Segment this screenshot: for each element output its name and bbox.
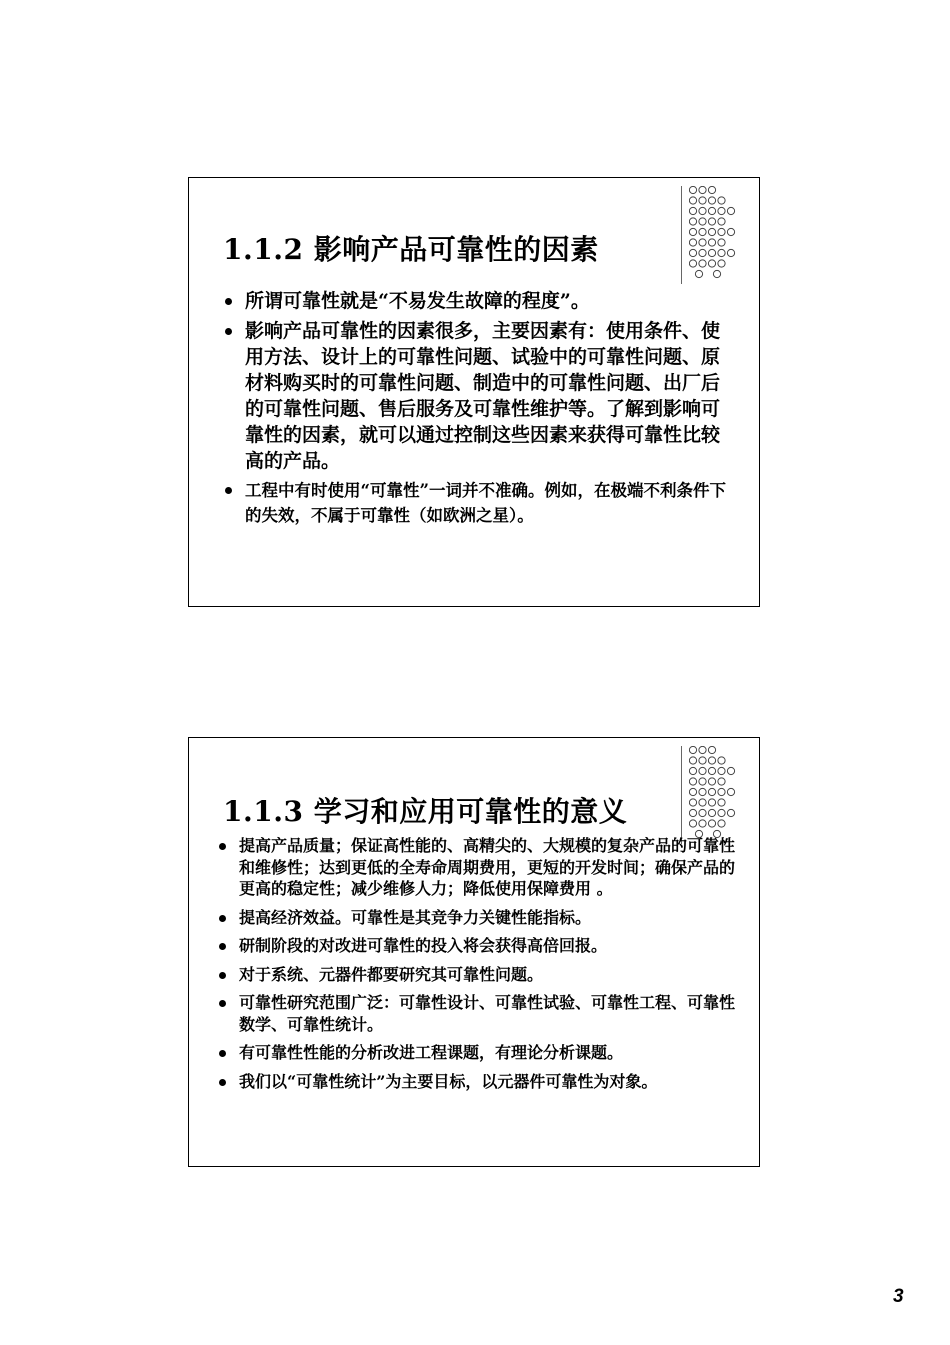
list-item [239, 835, 739, 900]
bullet-text: 可靠性研究范围广泛：可靠性设计、可靠性试验、可靠性工程、可靠性数学、可靠性统计。 [239, 993, 736, 1034]
slide-1 [188, 177, 760, 607]
bullet-icon [225, 328, 232, 335]
bullet-text: 我们以“可靠性统计”为主要目标，以元器件可靠性为对象。 [239, 1071, 658, 1091]
bullet-icon [225, 487, 232, 494]
circles-icon [689, 186, 749, 282]
bullet-icon [219, 972, 226, 979]
circle-pattern-decoration [681, 746, 749, 844]
bullet-icon [219, 915, 226, 922]
divider [681, 186, 682, 284]
divider [681, 746, 682, 844]
list-item [239, 935, 739, 957]
bullet-icon [219, 1000, 226, 1007]
bullet-text: 提高经济效益。可靠性是其竞争力关键性能指标。 [239, 907, 592, 927]
list-item [239, 1042, 739, 1064]
circles-icon [689, 746, 749, 842]
bullet-text: 提高产品质量；保证高性能的、高精尖的、大规模的复杂产品的可靠性和维修性；达到更低的全寿命周期费用，更短的开发时间；确保产品的更高的稳定性；减少维修人力；降低使用保障费用 。 [239, 836, 736, 898]
list-item [245, 318, 735, 474]
bullet-icon [219, 1050, 226, 1057]
list-item [239, 907, 739, 929]
list-item [239, 964, 739, 986]
bullet-list [239, 835, 739, 1099]
bullet-text: 影响产品可靠性的因素很多，主要因素有：使用条件、使用方法、设计上的可靠性问题、试验中的可靠性问题、原材料购买时的可靠性问题、制造中的可靠性问题、出厂后的可靠性问题、售后服务及可靠性维护等。了解到影响可靠性的因素，就可以通过控制这些因素来获得可靠性比较高的产品。 [245, 320, 721, 472]
page-number: 3 [893, 1286, 904, 1307]
bullet-text: 所谓可靠性就是“不易发生故障的程度”。 [245, 290, 590, 312]
bullet-text: 研制阶段的对改进可靠性的投入将会获得高倍回报。 [239, 936, 608, 955]
list-item [239, 1071, 739, 1093]
bullet-icon [219, 843, 226, 850]
bullet-text: 有可靠性性能的分析改进工程课题，有理论分析课题。 [239, 1043, 624, 1062]
bullet-text: 对于系统、元器件都要研究其可靠性问题。 [239, 964, 544, 984]
slide-title: 1.1.2 影响产品可靠性的因素 [223, 233, 599, 266]
slide-title: 1.1.3 学习和应用可靠性的意义 [223, 795, 628, 828]
bullet-icon [225, 298, 232, 305]
bullet-text: 工程中有时使用“可靠性”一词并不准确。例如，在极端不利条件下的失效，不属于可靠性（如欧洲之星）。 [245, 481, 726, 525]
slide-2 [188, 737, 760, 1167]
list-item [245, 288, 735, 314]
list-item [245, 478, 735, 528]
list-item [239, 992, 739, 1035]
bullet-icon [219, 1079, 226, 1086]
circle-pattern-decoration [681, 186, 749, 284]
bullet-icon [219, 943, 226, 950]
bullet-list [245, 288, 735, 528]
